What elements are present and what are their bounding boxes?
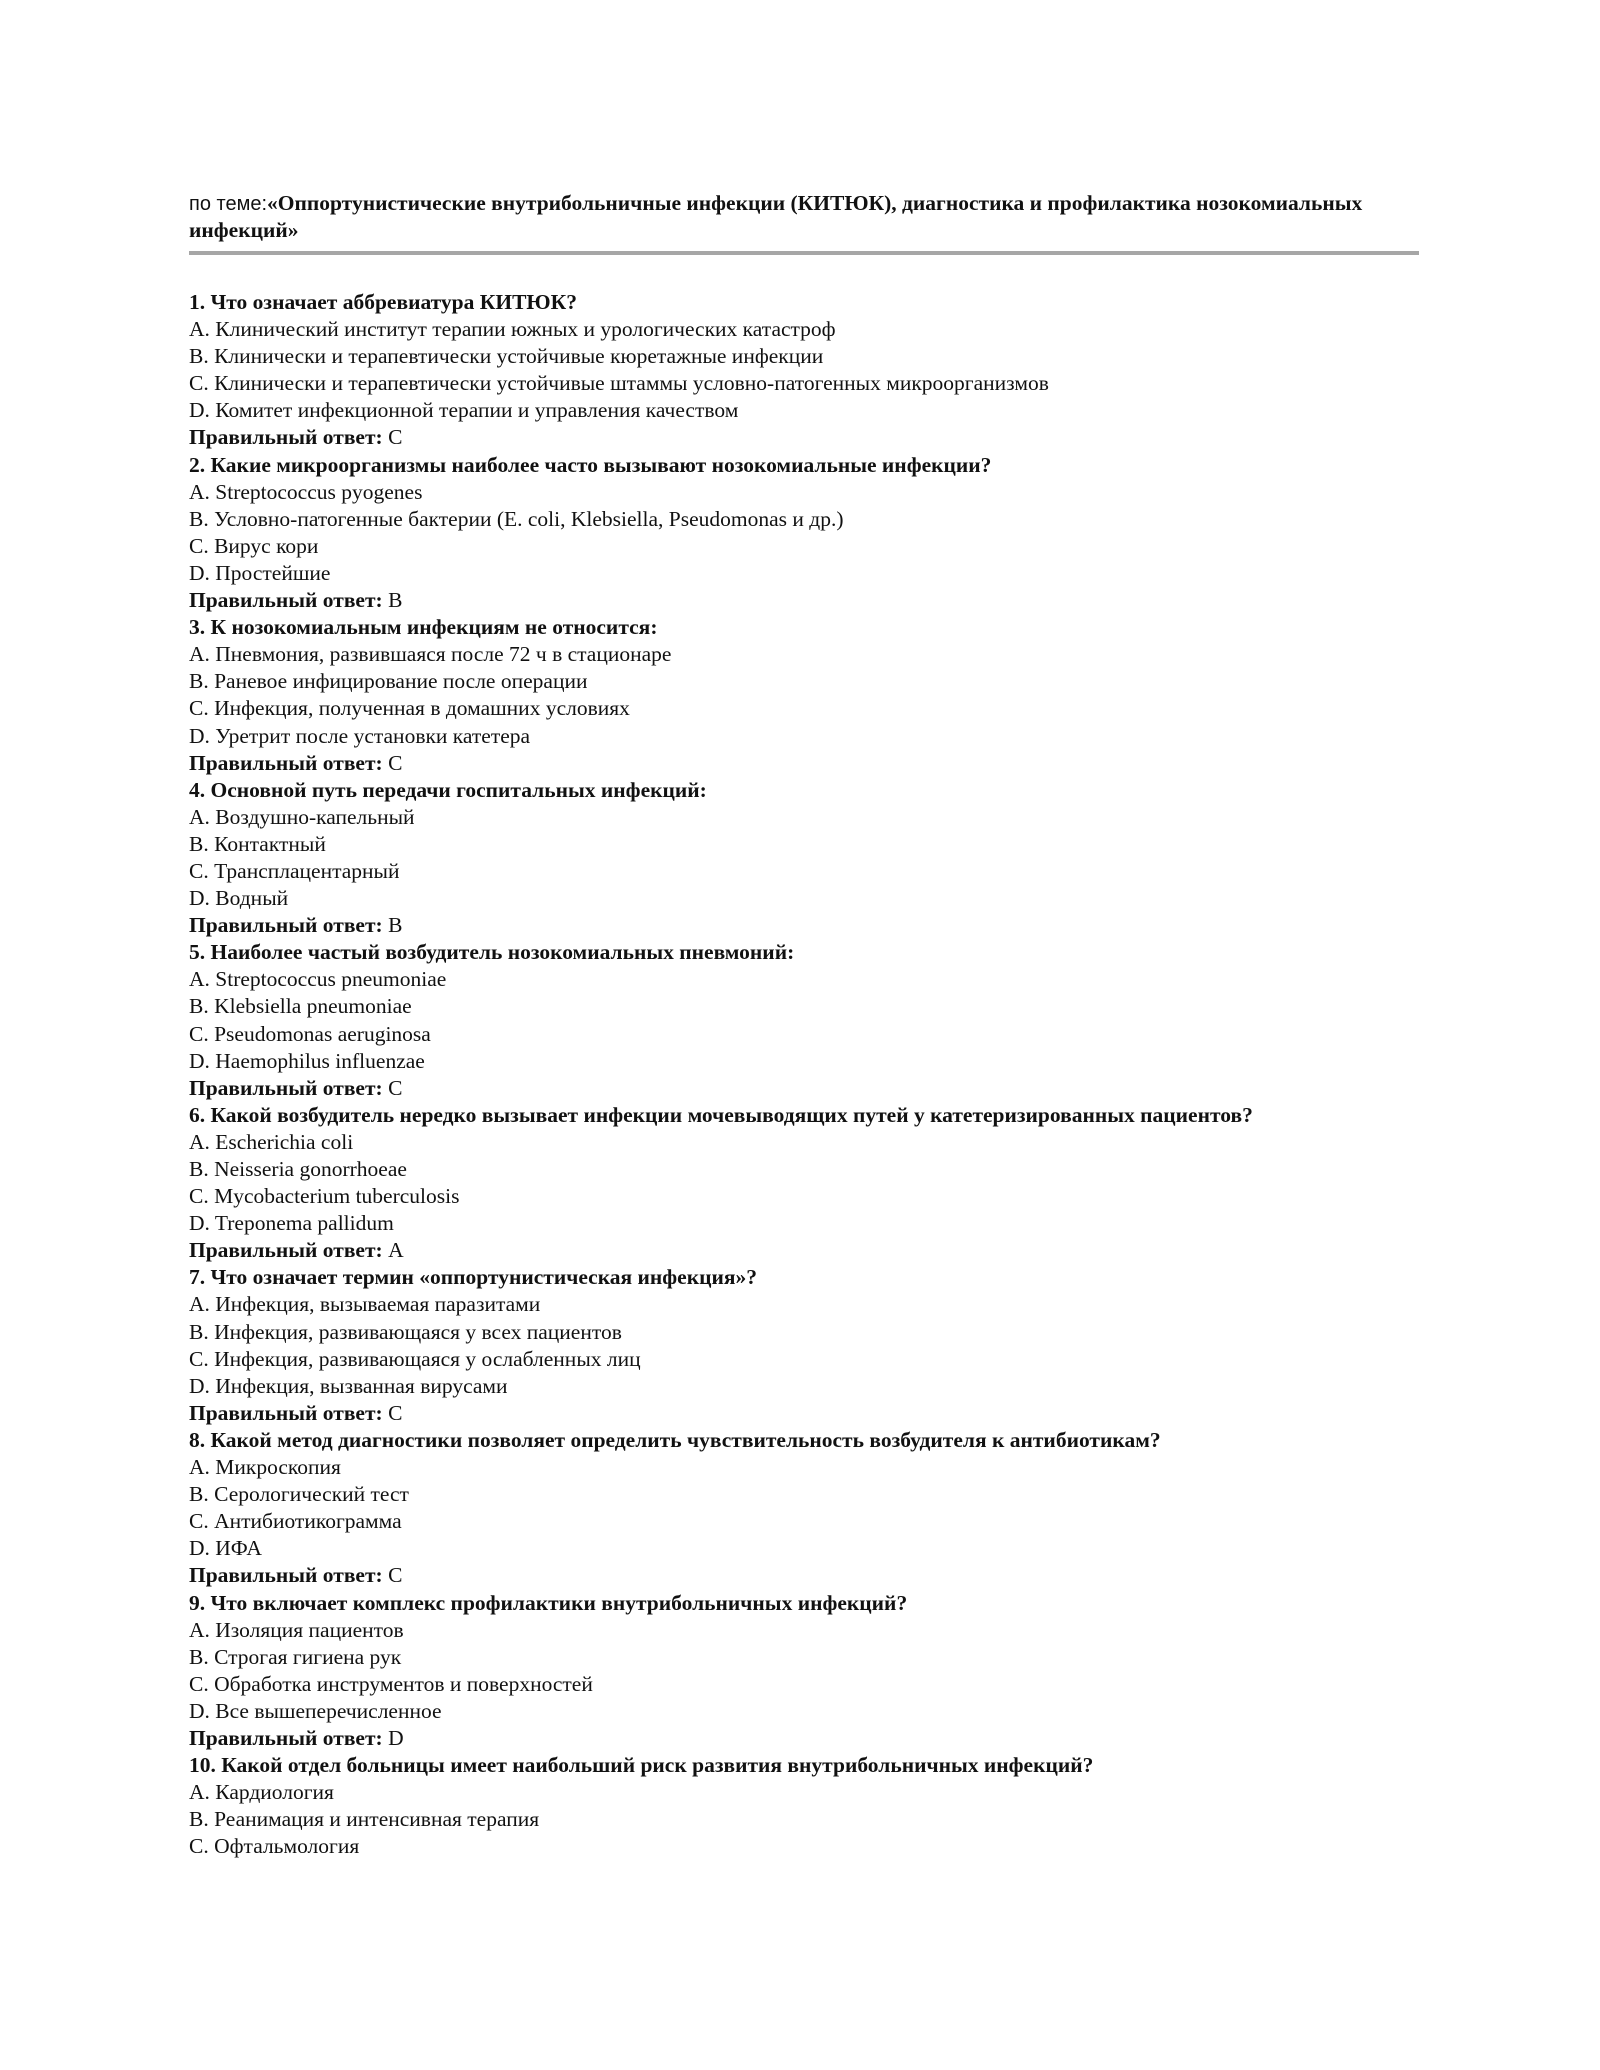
answer-option: B. Neisseria gonorrhoeae: [189, 1157, 407, 1181]
correct-answer-label: Правильный ответ:: [189, 913, 383, 938]
answer-option: B. Условно-патогенные бактерии (E. coli, Klebsiella, Pseudomonas и др.): [189, 506, 844, 531]
correct-answer: [189, 1562, 1419, 1589]
answer-option: D. Инфекция, вызванная вирусами: [189, 1373, 508, 1398]
answer-option: C. Инфекция, развивающаяся у ослабленных лиц: [189, 1346, 641, 1371]
question-list: [189, 289, 1419, 1860]
answer-option: D. Водный: [189, 886, 289, 911]
correct-answer: [189, 912, 1419, 939]
answer-option: A. Пневмония, развившаяся после 72 ч в стационаре: [189, 642, 672, 667]
correct-answer: [189, 1075, 1419, 1102]
answer-option: C. Трансплацентарный: [189, 858, 400, 883]
answer-option: A. Воздушно-капельный: [189, 804, 415, 829]
correct-answer-value: B: [388, 588, 403, 613]
correct-answer-value: B: [388, 913, 403, 938]
question-block: [189, 1264, 1419, 1427]
question-block: [189, 939, 1419, 1102]
topic-prefix: по теме:: [189, 193, 267, 215]
correct-answer-value: C: [388, 1400, 403, 1425]
question-block: [189, 1102, 1419, 1265]
document-page: [189, 190, 1419, 1860]
answer-option: B. Раневое инфицирование после операции: [189, 669, 588, 694]
question-block: [189, 289, 1419, 452]
answer-option: D. Haemophilus influenzae: [189, 1048, 425, 1073]
answer-option: B. Клинически и терапевтически устойчивые кюретажные инфекции: [189, 344, 824, 369]
answer-option: B. Серологический тест: [189, 1482, 409, 1507]
correct-answer-label: Правильный ответ:: [189, 750, 383, 775]
correct-answer: [189, 750, 1419, 777]
question-block: [189, 1590, 1419, 1753]
answer-option: A. Escherichia coli: [189, 1129, 354, 1154]
correct-answer: [189, 424, 1419, 451]
answer-option: A. Streptococcus pneumoniae: [189, 967, 447, 992]
answer-option: A. Streptococcus pyogenes: [189, 479, 423, 504]
answer-option: B. Строгая гигиена рук: [189, 1644, 402, 1669]
answer-option: C. Вирус кори: [189, 533, 319, 558]
answer-option: B. Klebsiella pneumoniae: [189, 994, 412, 1019]
question-title: 6. Какой возбудитель нередко вызывает инфекции мочевыводящих путей у катетеризированных пациентов?: [189, 1102, 1253, 1127]
answer-option: C. Антибиотикограмма: [189, 1509, 402, 1534]
question-title: 9. Что включает комплекс профилактики внутрибольничных инфекций?: [189, 1590, 908, 1615]
question-title: 3. К нозокомиальным инфекциям не относится:: [189, 615, 658, 640]
answer-option: C. Обработка инструментов и поверхностей: [189, 1671, 593, 1696]
answer-option: B. Контактный: [189, 831, 326, 856]
topic-title: «Оппортунистические внутрибольничные инфекции (КИТЮК), диагностика и профилактика нозокомиальных инфекций»: [189, 191, 1363, 242]
answer-option: A. Клинический институт терапии южных и урологических катастроф: [189, 317, 836, 342]
question-block: [189, 614, 1419, 777]
answer-option: B. Реанимация и интенсивная терапия: [189, 1807, 540, 1832]
answer-option: C. Офтальмология: [189, 1834, 360, 1859]
question-title: 10. Какой отдел больницы имеет наибольший риск развития внутрибольничных инфекций?: [189, 1753, 1094, 1778]
question-title: 4. Основной путь передачи госпитальных инфекций:: [189, 777, 707, 802]
question-title: 5. Наиболее частый возбудитель нозокомиальных пневмоний:: [189, 940, 795, 965]
question-title: 2. Какие микроорганизмы наиболее часто вызывают нозокомиальные инфекции?: [189, 452, 992, 477]
question-block: [189, 1752, 1419, 1860]
answer-option: D. Комитет инфекционной терапии и управления качеством: [189, 398, 739, 423]
answer-option: B. Инфекция, развивающаяся у всех пациентов: [189, 1319, 622, 1344]
correct-answer-label: Правильный ответ:: [189, 1400, 383, 1425]
correct-answer-value: C: [388, 1075, 403, 1100]
correct-answer-label: Правильный ответ:: [189, 1563, 383, 1588]
question-block: [189, 452, 1419, 615]
correct-answer-label: Правильный ответ:: [189, 1075, 383, 1100]
question-title: 1. Что означает аббревиатура КИТЮК?: [189, 290, 577, 314]
correct-answer-value: C: [388, 1563, 403, 1588]
answer-option: D. Простейшие: [189, 560, 331, 585]
question-block: [189, 777, 1419, 940]
answer-option: D. Уретрит после установки катетера: [189, 723, 531, 748]
correct-answer-value: D: [388, 1725, 404, 1750]
correct-answer-value: C: [388, 425, 403, 450]
correct-answer-value: A: [388, 1238, 404, 1263]
answer-option: C. Pseudomonas aeruginosa: [189, 1021, 431, 1046]
correct-answer: [189, 1725, 1419, 1752]
answer-option: A. Инфекция, вызываемая паразитами: [189, 1292, 541, 1317]
answer-option: D. Treponema pallidum: [189, 1211, 394, 1236]
answer-option: A. Микроскопия: [189, 1455, 341, 1480]
correct-answer-label: Правильный ответ:: [189, 1725, 383, 1750]
answer-option: C. Инфекция, полученная в домашних условиях: [189, 696, 630, 721]
correct-answer-label: Правильный ответ:: [189, 588, 383, 613]
answer-option: D. Все вышеперечисленное: [189, 1698, 442, 1723]
answer-option: A. Изоляция пациентов: [189, 1617, 404, 1642]
question-block: [189, 1427, 1419, 1590]
correct-answer: [189, 1237, 1419, 1264]
correct-answer: [189, 1400, 1419, 1427]
correct-answer-value: C: [388, 750, 403, 775]
correct-answer-label: Правильный ответ:: [189, 425, 383, 450]
correct-answer: [189, 587, 1419, 614]
answer-option: C. Mycobacterium tuberculosis: [189, 1184, 460, 1209]
correct-answer-label: Правильный ответ:: [189, 1238, 383, 1263]
answer-option: D. ИФА: [189, 1536, 262, 1561]
answer-option: A. Кардиология: [189, 1780, 334, 1805]
question-title: 8. Какой метод диагностики позволяет определить чувствительность возбудителя к антибиотикам?: [189, 1427, 1161, 1452]
answer-option: C. Клинически и терапевтически устойчивые штаммы условно-патогенных микроорганизмов: [189, 371, 1049, 396]
document-header: [189, 190, 1419, 255]
question-title: 7. Что означает термин «оппортунистическая инфекция»?: [189, 1265, 758, 1290]
